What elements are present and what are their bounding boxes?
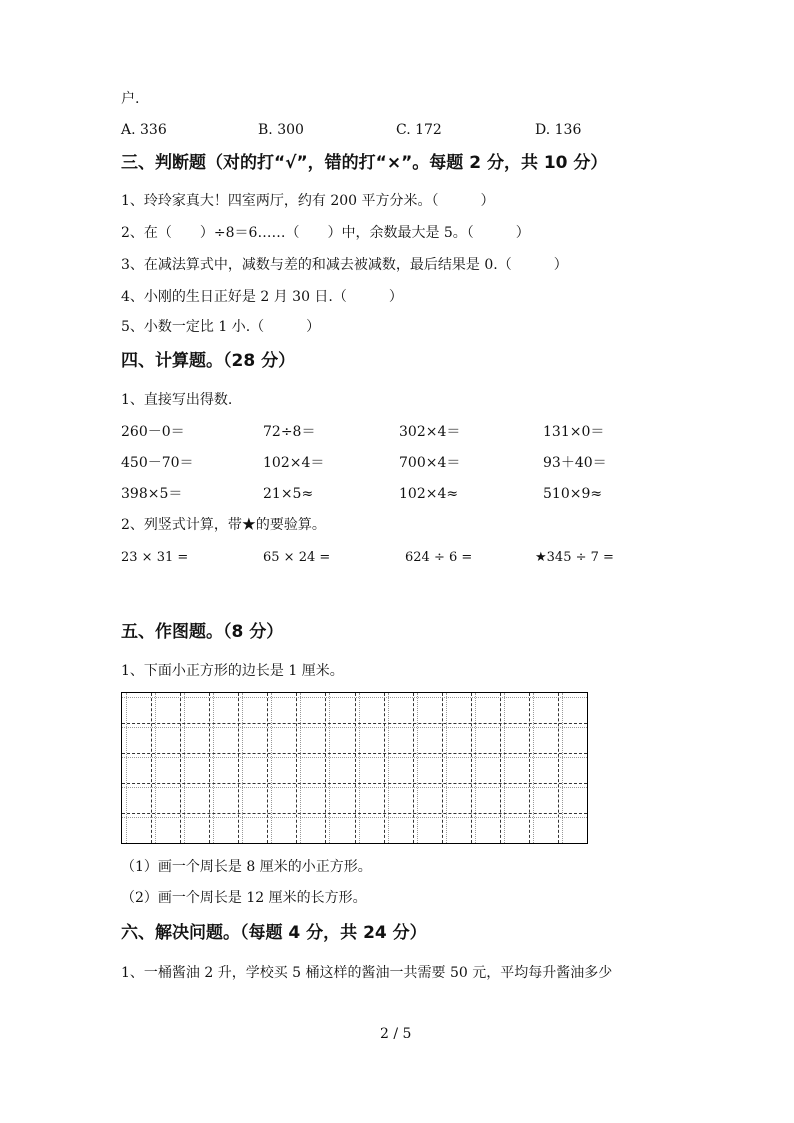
grid-line-vertical <box>238 693 239 843</box>
grid-inner-line <box>504 693 505 843</box>
grid-inner-line <box>122 697 587 698</box>
calc-cell: 700×4＝ <box>399 455 461 471</box>
vertical-calc-star: ★345 ÷ 7 = <box>535 550 614 565</box>
judge-item-2: 2、在（ ）÷8＝6……（ ）中，余数最大是 5。（ ） <box>121 225 530 241</box>
grid-line-vertical <box>558 693 559 843</box>
grid-line-vertical <box>413 693 414 843</box>
option-d: D. 136 <box>535 122 582 138</box>
grid-line-horizontal <box>122 723 587 724</box>
calc-cell: 72÷8＝ <box>263 424 316 440</box>
grid-inner-line <box>271 693 272 843</box>
grid-inner-line <box>300 693 301 843</box>
grid-line-vertical <box>529 693 530 843</box>
calc-cell: 398×5＝ <box>121 486 183 502</box>
grid-line-vertical <box>180 693 181 843</box>
grid-inner-line <box>388 693 389 843</box>
grid-inner-line <box>417 693 418 843</box>
section4-title: 四、计算题。（28 分） <box>121 351 296 371</box>
grid-line-vertical <box>296 693 297 843</box>
grid-inner-line <box>359 693 360 843</box>
grid-line-vertical <box>355 693 356 843</box>
calc-cell: 93＋40＝ <box>543 455 607 471</box>
calc-q2: 2、列竖式计算，带★的要验算。 <box>121 517 326 533</box>
grid-line-vertical <box>384 693 385 843</box>
judge-item-5: 5、小数一定比 1 小.（ ） <box>121 319 321 335</box>
grid-line-vertical <box>325 693 326 843</box>
grid-line-vertical <box>442 693 443 843</box>
vertical-calc: 624 ÷ 6 = <box>405 550 473 565</box>
grid-inner-line <box>446 693 447 843</box>
vertical-calc: 23 × 31 = <box>121 550 189 565</box>
calc-cell: 260－0＝ <box>121 424 185 440</box>
problem-1: 1、一桶酱油 2 升，学校买 5 桶这样的酱油一共需要 50 元，平均每升酱油多少 <box>121 965 613 981</box>
grid-line-vertical <box>500 693 501 843</box>
grid-inner-line <box>122 817 587 818</box>
draw-q1: 1、下面小正方形的边长是 1 厘米。 <box>121 663 344 679</box>
judge-item-4: 4、小刚的生日正好是 2 月 30 日.（ ） <box>121 289 403 305</box>
grid-line-horizontal <box>122 753 587 754</box>
page-number: 2 / 5 <box>380 1026 412 1042</box>
calc-cell: 131×0＝ <box>543 424 605 440</box>
grid-inner-line <box>155 693 156 843</box>
grid-line-vertical <box>267 693 268 843</box>
grid-line-vertical <box>209 693 210 843</box>
judge-item-3: 3、在减法算式中，减数与差的和减去被减数，最后结果是 0.（ ） <box>121 257 568 273</box>
grid-inner-line <box>242 693 243 843</box>
section6-title: 六、解决问题。（每题 4 分，共 24 分） <box>121 923 427 943</box>
drawing-grid <box>121 692 588 844</box>
draw-sub-2: （2）画一个周长是 12 厘米的长方形。 <box>121 890 367 906</box>
calc-cell: 510×9≈ <box>543 486 603 502</box>
calc-cell: 21×5≈ <box>263 486 314 502</box>
grid-inner-line <box>184 693 185 843</box>
calc-cell: 450－70＝ <box>121 455 194 471</box>
grid-line-vertical <box>471 693 472 843</box>
section3-title: 三、判断题（对的打“√”，错的打“×”。每题 2 分，共 10 分） <box>121 153 608 173</box>
grid-line-horizontal <box>122 783 587 784</box>
previous-question-tail: 户. <box>121 91 140 107</box>
grid-line-vertical <box>151 693 152 843</box>
grid-inner-line <box>329 693 330 843</box>
judge-item-1: 1、玲玲家真大！四室两厅，约有 200 平方分米。（ ） <box>121 193 495 209</box>
grid-inner-line <box>533 693 534 843</box>
grid-line-horizontal <box>122 813 587 814</box>
grid-inner-line <box>122 787 587 788</box>
calc-cell: 302×4＝ <box>399 424 461 440</box>
grid-inner-line <box>122 757 587 758</box>
option-b: B. 300 <box>258 122 304 138</box>
grid-inner-line <box>126 693 127 843</box>
grid-inner-line <box>562 693 563 843</box>
calc-cell: 102×4＝ <box>263 455 325 471</box>
option-a: A. 336 <box>121 122 167 138</box>
calc-q1: 1、直接写出得数. <box>121 392 233 408</box>
grid-inner-line <box>213 693 214 843</box>
vertical-calc: 65 × 24 = <box>263 550 331 565</box>
option-c: C. 172 <box>396 122 442 138</box>
calc-cell: 102×4≈ <box>399 486 459 502</box>
draw-sub-1: （1）画一个周长是 8 厘米的小正方形。 <box>121 859 372 875</box>
grid-inner-line <box>122 727 587 728</box>
grid-inner-line <box>475 693 476 843</box>
section5-title: 五、作图题。（8 分） <box>121 622 284 642</box>
